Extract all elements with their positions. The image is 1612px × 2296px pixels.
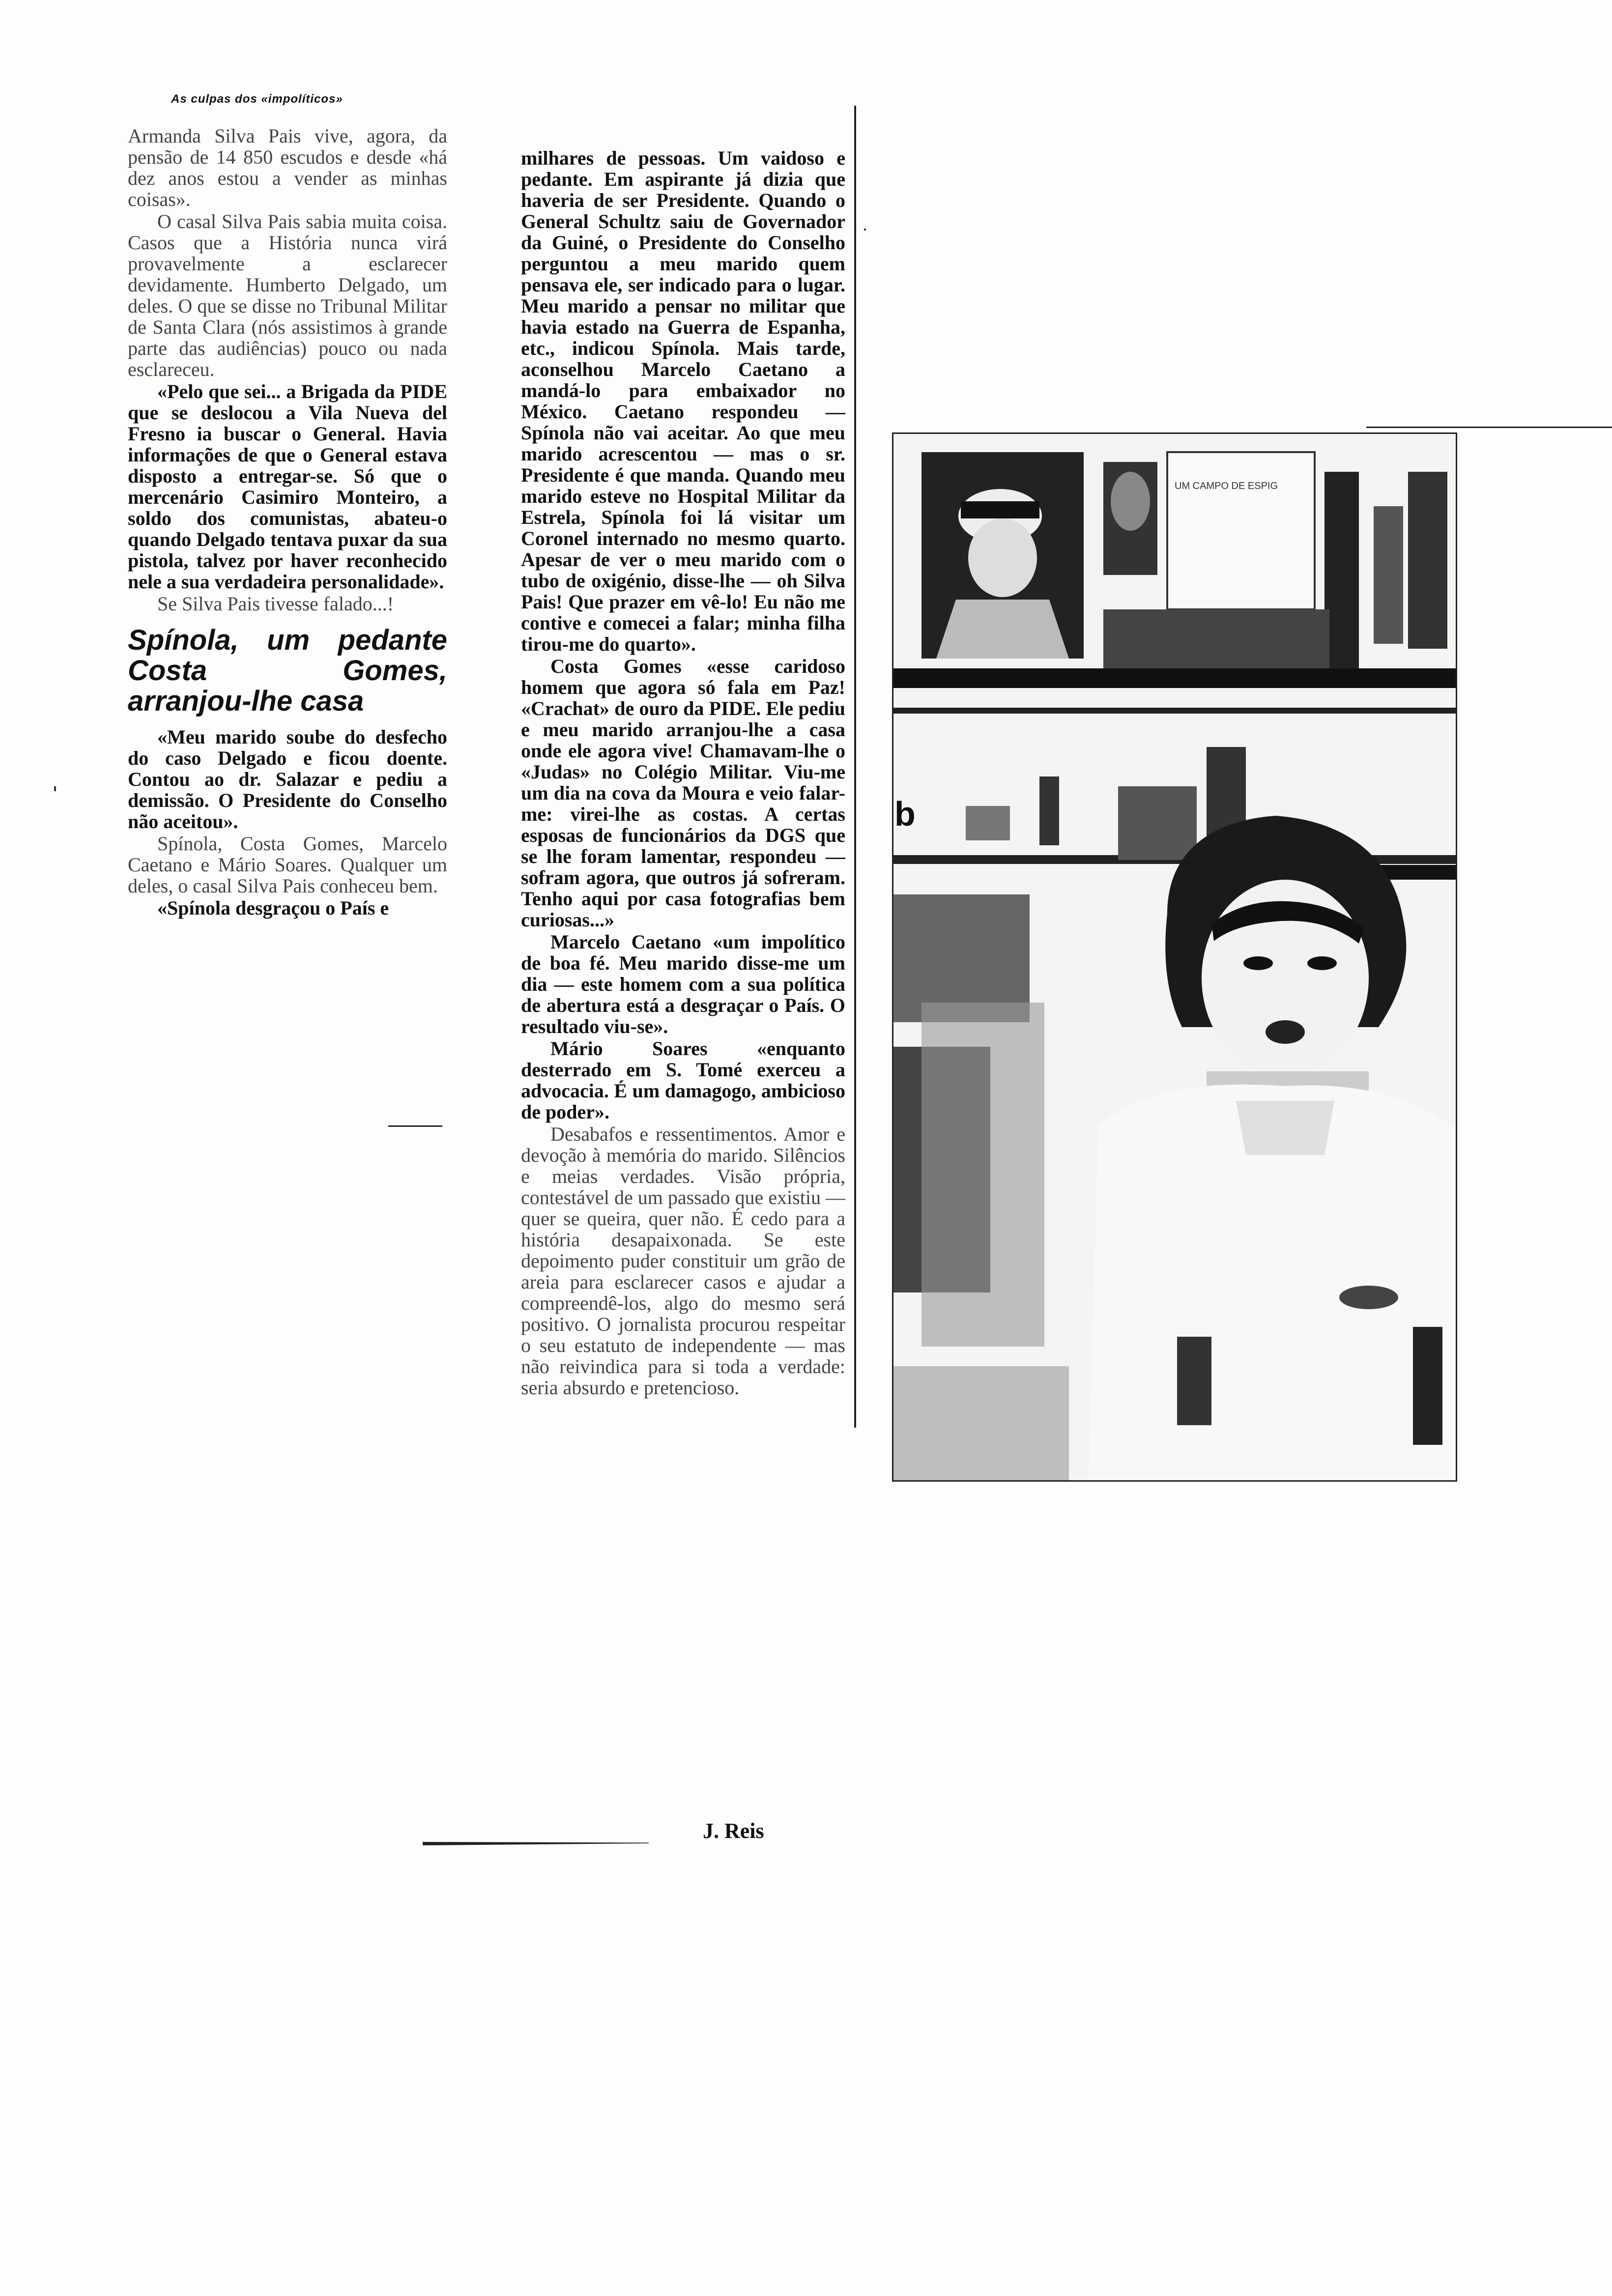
subheading: Spínola, um pedante Costa Gomes, arranjou-lhe casa bbox=[128, 624, 447, 717]
scan-speck bbox=[864, 229, 866, 230]
section-kicker: As culpas dos «impolíticos» bbox=[171, 92, 343, 106]
quote-paragraph: Mário Soares «enquanto desterrado em S. Tomé exerceu a advocacia. É um damagogo, ambicioso de poder». bbox=[521, 1037, 845, 1123]
scan-edge-line bbox=[1366, 427, 1612, 428]
quote-paragraph: Marcelo Caetano «um impolítico de boa fé. Meu marido disse-me um dia — este homem com a sua política de abertura está a desgraçar o País. O resultado viu-se». bbox=[521, 931, 845, 1037]
quote-paragraph: «Spínola desgraçou o País e bbox=[157, 897, 389, 919]
author-signature: J. Reis bbox=[703, 1819, 764, 1843]
photo-image bbox=[892, 432, 1457, 1482]
paragraph: O casal Silva Pais sabia muita coisa. Casos que a História nunca virá provavelmente a esclarecer devidamente. Humberto Delgado, um deles. O que se disse no Tribunal Militar de Santa Clara (nós assistimos à grande parte das audiências) pouco ou nada esclareceu. bbox=[128, 210, 447, 380]
quote-paragraph: «Pelo que sei... a Brigada da PIDE que se deslocou a Vila Nueva del Fresno ia buscar o General. Havia informações de que o General estava disposto a entregar-se. Só que o mercenário Casimiro Monteiro, a soldo dos comunistas, abateu-o quando Delgado tentava puxar da sua pistola, talvez por haver reconhecido nele a sua verdadeira personalidade». bbox=[128, 380, 447, 593]
article-column-left bbox=[128, 125, 447, 918]
paragraph: Armanda Silva Pais vive, agora, da pensão de 14 850 escudos e desde «há dez anos estou a vender as minhas coisas». bbox=[128, 125, 447, 210]
paragraph: Se Silva Pais tivesse falado...! bbox=[157, 593, 394, 615]
column-divider bbox=[854, 106, 856, 1428]
scan-speck bbox=[54, 786, 56, 791]
svg-text:b: b bbox=[894, 795, 916, 833]
end-rule bbox=[423, 1840, 649, 1845]
quote-paragraph: milhares de pessoas. Um vaidoso e pedante. Em aspirante já dizia que haveria de ser Presidente. Quando o General Schultz saiu de Governador da Guiné, o Presidente do Conselho perguntou a meu marido quem pensava ele, ser indicado para o lugar. Meu marido a pensar no militar que havia estado na Guerra de Espanha, etc., indicou Spínola. Mais tarde, aconselhou Marcelo Caetano a mandá-lo para embaixador no México. Caetano respondeu — Spínola não vai aceitar. Ao que meu marido acrescentou — mas o sr. Presidente é que manda. Quando meu marido esteve no Hospital Militar da Estrela, Spínola foi lá visitar um Coronel internado no mesmo quarto. Apesar de ver o meu marido com o tubo de oxigénio, disse-lhe — oh Silva Pais! Que prazer em vê-lo! Eu não me contive e comecei a falar; minha filha tirou-me do quarto». bbox=[521, 147, 845, 655]
quote-paragraph: Costa Gomes «esse caridoso homem que agora só fala em Paz! «Crachat» de ouro da PIDE. Ele pediu e meu marido arranjou-lhe a casa onde ele agora vive! Chamavam-lhe o «Judas» no Colégio Militar. Viu-me um dia na cova da Moura e veio falar-me: virei-lhe as costas. A certas esposas de funcionários da DGS que se lhe foram lamentar, respondeu — sofram agora, que outros já sofreram. Tenho aqui por casa fotografias bem curiosas...» bbox=[521, 655, 845, 931]
paragraph: Desabafos e ressentimentos. Amor e devoção à memória do marido. Silêncios e meias verdades. Visão própria, contestável de um passado que existiu — quer se queira, quer não. É cedo para a história desapaixonada. Se este depoimento puder constituir um grão de areia para esclarecer casos e ajudar a compreendê-los, algo do mesmo será positivo. O jornalista procurou respeitar o seu estatuto de independente — mas não reivindica para si toda a verdade: seria absurdo e pretencioso. bbox=[521, 1123, 845, 1399]
quote-paragraph: «Meu marido soube do desfecho do caso Delgado e ficou doente. Contou ao dr. Salazar e pediu a demissão. O Presidente do Conselho não aceitou». bbox=[128, 726, 447, 832]
photo-woman-portrait bbox=[892, 432, 1457, 1482]
book-title-text: UM CAMPO DE ESPIG bbox=[1175, 481, 1278, 491]
column-end-rule bbox=[388, 1125, 442, 1127]
article-column-middle bbox=[521, 147, 845, 1398]
paragraph: Spínola, Costa Gomes, Marcelo Caetano e Mário Soares. Qualquer um deles, o casal Silva Pais conheceu bem. bbox=[128, 832, 447, 897]
